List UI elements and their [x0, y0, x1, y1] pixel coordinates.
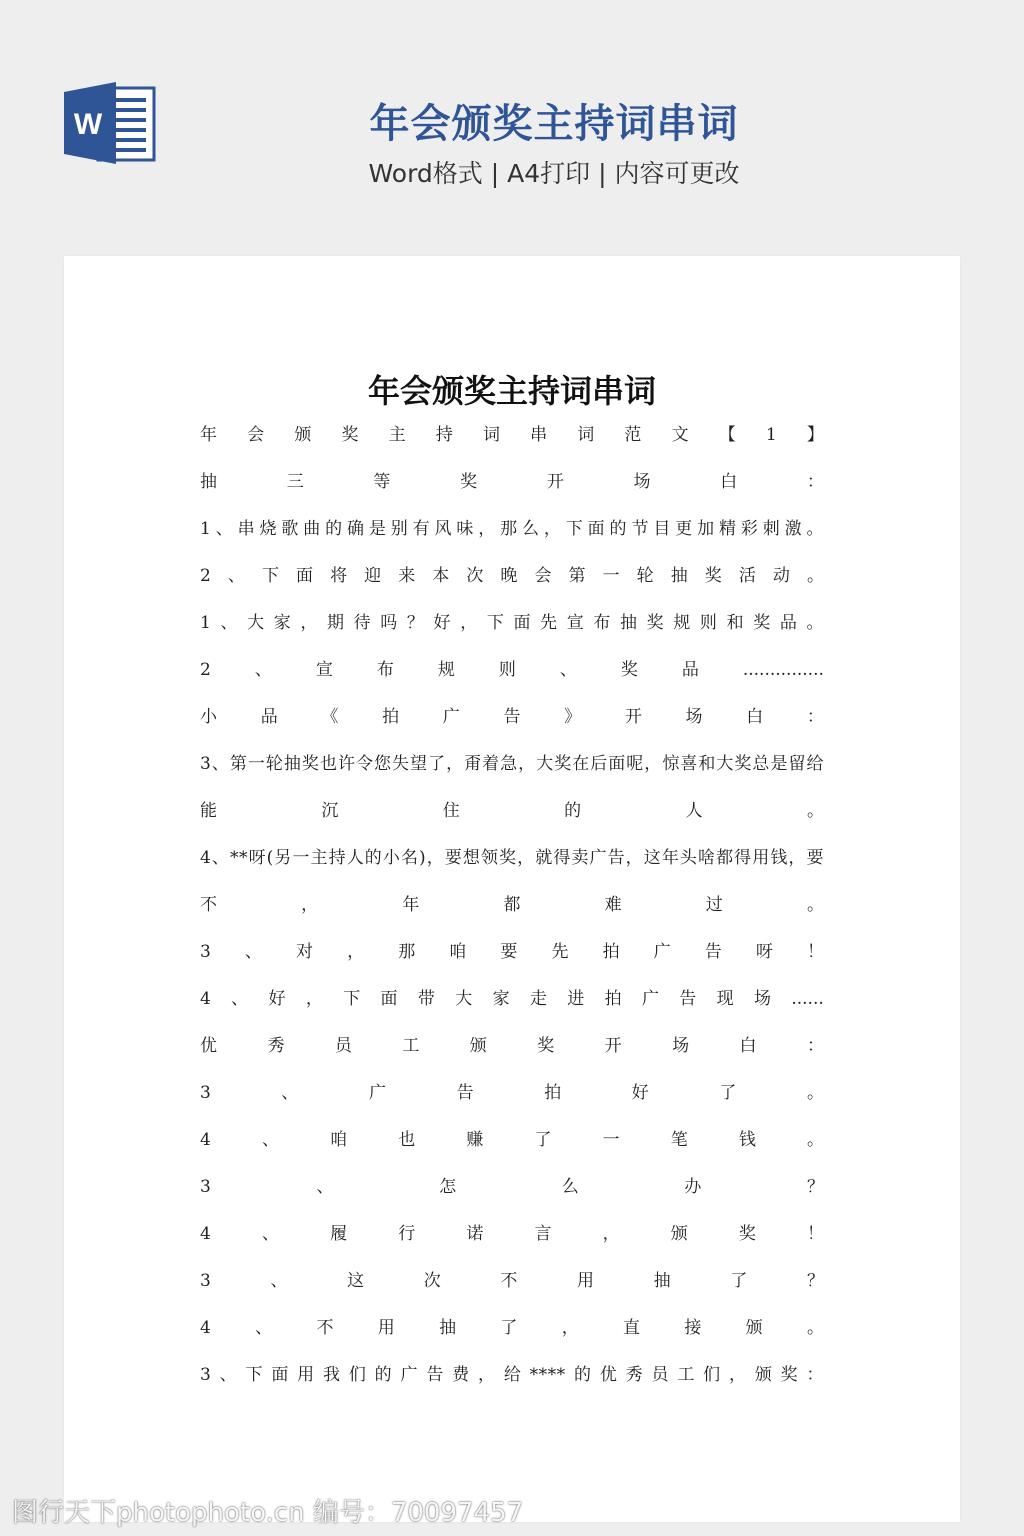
line-token: 将 — [330, 566, 348, 586]
line-token: 家 — [492, 989, 510, 1009]
line-token: 笔 — [670, 1130, 688, 1150]
line-token: 白 — [746, 707, 764, 727]
line-token: 。 — [806, 1318, 824, 1338]
line-token: 下 — [261, 566, 279, 586]
line-token: 言 — [534, 1224, 552, 1244]
line-token: 对 — [296, 942, 314, 962]
document-line — [200, 890, 824, 937]
line-token: 奖 — [620, 660, 638, 680]
line-token: 开 — [604, 1036, 622, 1056]
document-line — [200, 561, 824, 608]
line-token: 能 — [200, 801, 217, 821]
line-token: 4 — [200, 1224, 211, 1244]
line-token: 颁 — [745, 1318, 763, 1338]
line-token: 持 — [435, 425, 453, 445]
line-token: 人 — [685, 801, 703, 821]
line-token: 2 — [200, 660, 211, 680]
line-token: 钱 — [738, 1130, 756, 1150]
line-token: 3 — [200, 942, 211, 962]
line-token: 也 — [398, 1130, 416, 1150]
line-token: 沉 — [321, 801, 339, 821]
line-token: 工 — [402, 1036, 420, 1056]
line-token: 主 — [388, 425, 406, 445]
line-token: 【 — [718, 425, 736, 445]
line-token: 员 — [334, 1036, 352, 1056]
document-line — [200, 1266, 824, 1313]
line-token: ： — [806, 472, 824, 492]
line-token: 1 — [765, 425, 777, 445]
line-token: 告 — [503, 707, 521, 727]
line-token: 进 — [567, 989, 585, 1009]
line-token: 开 — [546, 472, 564, 492]
document-title: 年会颁奖主持词串词 — [367, 372, 656, 410]
line-token: 、 — [316, 1177, 334, 1197]
line-token: 、 — [255, 1318, 273, 1338]
line-token: 直 — [623, 1318, 641, 1338]
word-document-icon — [64, 82, 156, 164]
line-token: 、 — [227, 566, 245, 586]
line-token: 了 — [500, 1318, 518, 1338]
line-token: 会 — [534, 566, 552, 586]
line-token: 奖 — [537, 1036, 555, 1056]
line-token: 4 — [200, 1318, 211, 1338]
line-token: 颁 — [294, 425, 312, 445]
line-token: 广 — [369, 1083, 387, 1103]
line-token: 年 — [402, 895, 420, 915]
line-token: 奖 — [738, 1224, 756, 1244]
line-token: 场 — [685, 707, 703, 727]
line-token: 好 — [631, 1083, 649, 1103]
document-line — [200, 1078, 824, 1125]
document-line: 1、串烧歌曲的确是别有风味，那么，下面的节目更加精彩刺激。 — [200, 519, 824, 539]
line-token: 3 — [200, 1271, 211, 1291]
document-line: 3、下面用我们的广告费，给****的优秀员工们，颁奖： — [200, 1365, 824, 1385]
line-token: 先 — [551, 942, 569, 962]
line-token: 广 — [442, 707, 460, 727]
line-token: 三 — [286, 472, 304, 492]
line-token: 年 — [200, 425, 217, 445]
line-token: 拍 — [604, 989, 622, 1009]
line-token: 了 — [534, 1130, 552, 1150]
page-title: 年会颁奖主持词串词 — [369, 101, 739, 147]
line-token: 难 — [604, 895, 622, 915]
line-token: 。 — [806, 1083, 824, 1103]
line-token: ！ — [806, 1224, 824, 1244]
line-token: 白 — [720, 472, 738, 492]
line-token: 。 — [806, 566, 824, 586]
line-token: 一 — [602, 1130, 620, 1150]
line-token: 奖 — [341, 425, 359, 445]
line-token: 行 — [398, 1224, 416, 1244]
line-token: 、 — [270, 1271, 288, 1291]
line-token: 接 — [684, 1318, 702, 1338]
line-token: ！ — [806, 942, 824, 962]
line-token: 拍 — [382, 707, 400, 727]
document-line — [200, 420, 824, 467]
line-token: 次 — [423, 1271, 441, 1291]
line-token: 场 — [672, 1036, 690, 1056]
line-token: 3 — [200, 1177, 211, 1197]
line-token: 大 — [455, 989, 473, 1009]
line-token: 次 — [466, 566, 484, 586]
line-token: ： — [806, 707, 824, 727]
line-token: 告 — [456, 1083, 474, 1103]
line-token: 词 — [482, 425, 500, 445]
line-token: 4 — [200, 989, 211, 1009]
line-token: 、 — [261, 1224, 279, 1244]
line-token: 2 — [200, 566, 211, 586]
line-token: 要 — [500, 942, 518, 962]
line-token: 开 — [624, 707, 642, 727]
line-token: 下 — [343, 989, 361, 1009]
line-token: 迎 — [364, 566, 382, 586]
line-token: 用 — [377, 1318, 395, 1338]
line-token: 告 — [704, 942, 722, 962]
document-line — [200, 1031, 824, 1078]
line-token: 不 — [200, 895, 217, 915]
line-token: 赚 — [466, 1130, 484, 1150]
line-token: 轮 — [636, 566, 654, 586]
line-token: ............... — [742, 660, 824, 680]
line-token: ？ — [806, 1271, 824, 1291]
document-line — [200, 1172, 824, 1219]
line-token: 的 — [564, 801, 582, 821]
line-token: 。 — [806, 895, 824, 915]
line-token: 白 — [739, 1036, 757, 1056]
line-token: 抽 — [670, 566, 688, 586]
watermark: 图行天下photophoto.cn 编号：70097457 — [12, 1498, 524, 1528]
line-token: 4 — [200, 1130, 211, 1150]
document-line — [200, 467, 824, 514]
line-token: 住 — [442, 801, 460, 821]
line-token: 带 — [417, 989, 435, 1009]
line-token: 第 — [568, 566, 586, 586]
line-token: 过 — [705, 895, 723, 915]
line-token: 不 — [316, 1318, 334, 1338]
line-token: 奖 — [704, 566, 722, 586]
line-token: 、 — [261, 1130, 279, 1150]
line-token: 、 — [281, 1083, 299, 1103]
line-token: 规 — [437, 660, 455, 680]
line-token: 不 — [500, 1271, 518, 1291]
line-token: 抽 — [653, 1271, 671, 1291]
line-token: 3 — [200, 1083, 211, 1103]
line-token: 场 — [753, 989, 771, 1009]
document-line — [200, 984, 824, 1031]
document-line — [200, 702, 824, 749]
line-token: 品 — [681, 660, 699, 680]
line-token: 词 — [577, 425, 595, 445]
line-token: 抽 — [200, 472, 217, 492]
line-token: 一 — [602, 566, 620, 586]
line-token: 本 — [432, 566, 450, 586]
line-token: 走 — [529, 989, 547, 1009]
line-token: 、 — [559, 660, 577, 680]
line-token: 咱 — [330, 1130, 348, 1150]
line-token: 。 — [806, 801, 824, 821]
line-token: 履 — [330, 1224, 348, 1244]
line-token: 秀 — [267, 1036, 285, 1056]
line-token: 则 — [498, 660, 516, 680]
line-token: 呀 — [755, 942, 773, 962]
line-token: ： — [806, 1036, 824, 1056]
document-line — [200, 1219, 824, 1266]
word-icon-letter: W — [73, 108, 103, 141]
line-token: 好 — [268, 989, 286, 1009]
line-token: 颁 — [469, 1036, 487, 1056]
document-line: 3、第一轮抽奖也许令您失望了，甭着急，大奖在后面呢，惊喜和大奖总是留给 — [200, 754, 824, 774]
line-token: 文 — [671, 425, 689, 445]
line-token: 抽 — [439, 1318, 457, 1338]
line-token: 都 — [503, 895, 521, 915]
line-token: 来 — [398, 566, 416, 586]
line-token: 布 — [376, 660, 394, 680]
line-token: ， — [347, 942, 365, 962]
document-page — [64, 256, 960, 1522]
line-token: 面 — [296, 566, 314, 586]
line-token: 广 — [653, 942, 671, 962]
line-token: 颁 — [670, 1224, 688, 1244]
line-token: ， — [305, 989, 323, 1009]
line-token: 小 — [200, 707, 217, 727]
line-token: 、 — [231, 989, 249, 1009]
document-line — [200, 937, 824, 984]
line-token: 晚 — [500, 566, 518, 586]
line-token: 么 — [561, 1177, 579, 1197]
line-token: 这 — [347, 1271, 365, 1291]
line-token: 咱 — [449, 942, 467, 962]
line-token: 拍 — [602, 942, 620, 962]
line-token: 了 — [730, 1271, 748, 1291]
line-token: 那 — [398, 942, 416, 962]
document-line — [200, 1125, 824, 1172]
line-token: 串 — [530, 425, 548, 445]
line-token: 优 — [200, 1036, 217, 1056]
line-token: ？ — [806, 1177, 824, 1197]
line-token: 活 — [738, 566, 756, 586]
line-token: 、 — [254, 660, 272, 680]
line-token: 》 — [564, 707, 582, 727]
line-token: 等 — [373, 472, 391, 492]
line-token: 现 — [716, 989, 734, 1009]
line-token: ， — [561, 1318, 579, 1338]
line-token: 会 — [247, 425, 265, 445]
line-token: 面 — [380, 989, 398, 1009]
line-token: 宣 — [315, 660, 333, 680]
line-token: 拍 — [544, 1083, 562, 1103]
line-token: 场 — [633, 472, 651, 492]
line-token: 、 — [244, 942, 262, 962]
line-token: 办 — [684, 1177, 702, 1197]
line-token: ， — [301, 895, 319, 915]
line-token: 。 — [806, 1130, 824, 1150]
document-line — [200, 1313, 824, 1360]
line-token: 奖 — [460, 472, 478, 492]
line-token: ， — [602, 1224, 620, 1244]
line-token: ...... — [791, 989, 824, 1009]
document-line — [200, 655, 824, 702]
line-token: 】 — [806, 425, 824, 445]
line-token: 了 — [719, 1083, 737, 1103]
line-token: 诺 — [466, 1224, 484, 1244]
line-token: 广 — [641, 989, 659, 1009]
page-subtitle: Word格式 | A4打印 | 内容可更改 — [368, 159, 740, 188]
line-token: 品 — [260, 707, 278, 727]
document-line: 4、**呀(另一主持人的小名)，要想领奖，就得卖广告，这年头啥都得用钱，要 — [200, 848, 824, 868]
line-token: 范 — [624, 425, 642, 445]
line-token: 怎 — [439, 1177, 457, 1197]
document-line — [200, 796, 824, 843]
document-body — [200, 420, 824, 1407]
line-token: 用 — [577, 1271, 595, 1291]
line-token: 《 — [321, 707, 339, 727]
document-line: 1、大家，期待吗？好，下面先宣布抽奖规则和奖品。 — [200, 613, 824, 633]
line-token: 动 — [772, 566, 790, 586]
line-token: 告 — [679, 989, 697, 1009]
